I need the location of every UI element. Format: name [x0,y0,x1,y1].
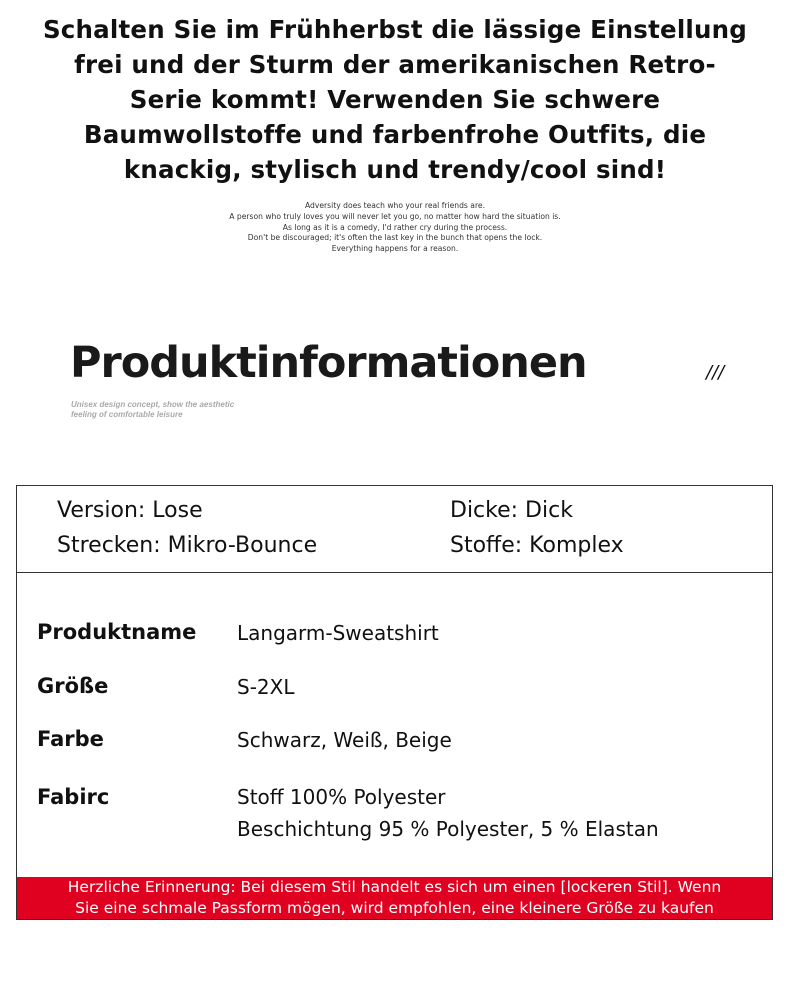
attr-stoffe: Stoffe: Komplex [450,533,624,558]
reminder-banner [17,877,772,919]
intro-line: Schalten Sie im Frühherbst die lässige Einstellung [42,15,748,44]
quote-line: As long as it is a comedy, I'd rather cry during the process. [282,222,508,232]
attr-strecken: Strecken: Mikro-Bounce [57,533,318,558]
quotes [0,201,790,255]
value-fabric: Stoff 100% Polyester [237,785,446,809]
quote-line: Don't be discouraged; it's often the last key in the bunch that opens the lock. [247,233,543,243]
value-groesse: S-2XL [237,675,295,699]
attr-dicke: Dicke: Dick [450,498,573,523]
intro-line: Baumwollstoffe und farbenfrohe Outfits, die [83,120,707,149]
label-farbe: Farbe [37,727,104,751]
label-fabric: Fabirc [37,785,110,809]
attr-version: Version: Lose [57,498,203,523]
label-groesse: Größe [37,674,109,698]
decorative-slashes: /// [706,362,725,383]
reminder-line: Herzliche Erinnerung: Bei diesem Stil handelt es sich um einen [lockeren Stil]. Wenn [67,878,722,896]
intro-text [0,12,790,187]
section-subtitle [71,400,234,420]
attributes-panel [17,486,772,573]
quote-line: Everything happens for a reason. [331,244,459,254]
section-title: Produktinformationen [70,338,587,388]
value-farbe: Schwarz, Weiß, Beige [237,728,452,752]
quote-line: A person who truly loves you will never let you go, no matter how hard the situation is. [229,211,561,221]
product-info-table [16,485,773,920]
label-produktname: Produktname [37,620,197,644]
value-produktname: Langarm-Sweatshirt [237,621,439,645]
quote-line: Adversity does teach who your real friends are. [305,201,485,210]
subtitle-line: feeling of comfortable leisure [71,410,183,419]
reminder-line: Sie eine schmale Passform mögen, wird empfohlen, eine kleinere Größe zu kaufen [75,899,714,917]
intro-line: knackig, stylisch und trendy/cool sind! [123,155,667,184]
intro-line: Serie kommt! Verwenden Sie schwere [129,85,661,114]
value-fabric-coating: Beschichtung 95 % Polyester, 5 % Elastan [237,817,659,841]
intro-line: frei und der Sturm der amerikanischen Retro- [74,50,716,79]
subtitle-line: Unisex design concept, show the aesthetic [71,400,235,409]
